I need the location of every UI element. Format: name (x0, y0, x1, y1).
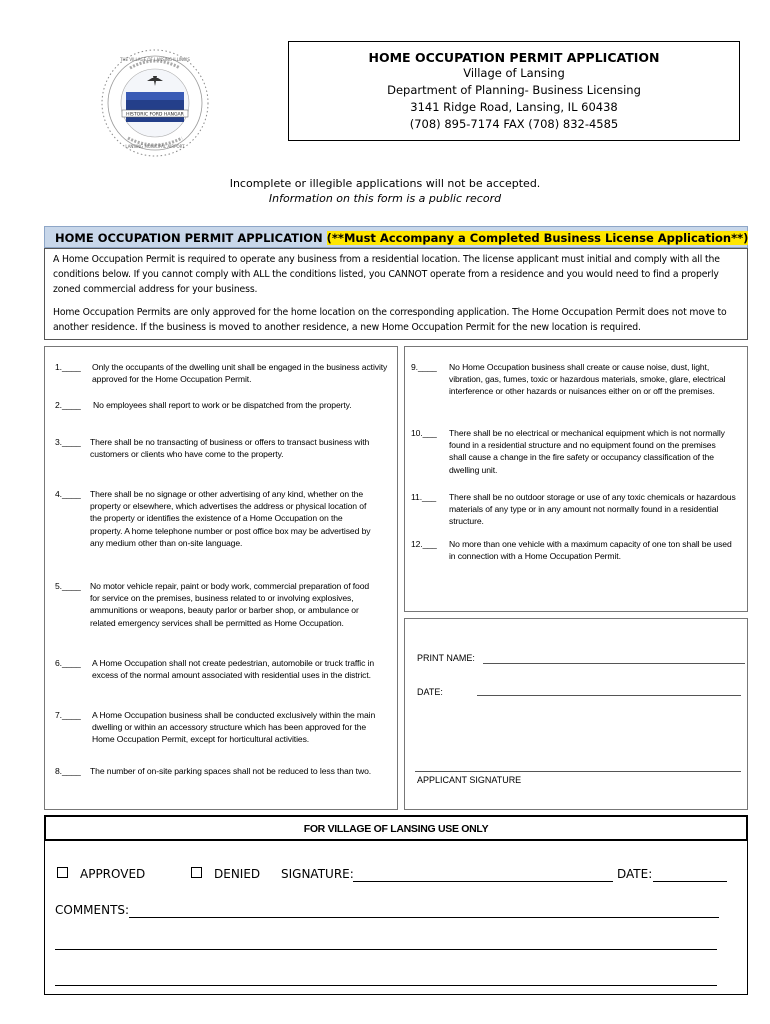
approved-option[interactable] (57, 867, 145, 881)
office-use-title: FOR VILLAGE OF LANSING USE ONLY (303, 823, 489, 835)
conditions-left-box (44, 346, 398, 810)
header-box (288, 41, 740, 141)
approved-label: APPROVED (80, 867, 146, 881)
condition-11-initial[interactable]: 11.___ (411, 492, 437, 502)
header-line-village: Village of Lansing (463, 66, 565, 80)
condition-6-initial[interactable]: 6.____ (55, 658, 81, 668)
condition-12-initial[interactable]: 12.___ (411, 539, 437, 549)
condition-10 (411, 427, 735, 476)
condition-5-initial[interactable]: 5.____ (55, 581, 81, 591)
section-title-bar (44, 226, 748, 248)
condition-7-text: A Home Occupation business shall be conducted exclusively within the main dwelling or within an accessory structure which has been approved for the Home Occupation Permit, except for horticultural activities. (92, 710, 376, 745)
condition-12 (411, 538, 735, 562)
intro-paragraph-1: A Home Occupation Permit is required to operate any business from a residential location. The license applicant must initial and comply with all the conditions below. If you cannot comply with ALL the conditions listed, you CANNOT operate from a residence and you would need to find a properly zoned commercial address for your business. (53, 254, 720, 295)
condition-1-initial[interactable]: 1.____ (55, 362, 81, 372)
condition-2-text: No employees shall report to work or be dispatched from the property. (93, 400, 352, 410)
condition-4-text: There shall be no signage or other advertising of any kind, whether on the property or elsewhere, which advertises the address or physical location of the property or identifies the existence of a Home Occupation on the property. A home telephone number or post office box may be advertised by any medium other than on-site language. (90, 489, 371, 548)
condition-5-text: No motor vehicle repair, paint or body work, commercial preparation of food for service on the premises, business related to or involving explosives, ammunitions or weapons, beauty parlor or barber shop, or ambulance or related emergency services shall be permitted as Home Occupation. (90, 581, 370, 628)
condition-8-text: The number of on-site parking spaces shall not be reduced to less than two. (90, 766, 372, 776)
comments-label: COMMENTS: (55, 903, 130, 917)
form-title: HOME OCCUPATION PERMIT APPLICATION (368, 50, 660, 65)
condition-4 (55, 488, 377, 549)
intro-box (44, 248, 748, 340)
condition-8 (55, 765, 381, 777)
condition-1 (55, 361, 391, 385)
denied-label: DENIED (214, 867, 261, 881)
condition-9-initial[interactable]: 9.____ (411, 362, 437, 372)
office-signature-field[interactable] (353, 881, 613, 882)
condition-1-text: Only the occupants of the dwelling unit shall be engaged in the business activity approved for the Home Occupation Permit. (92, 362, 388, 385)
condition-7-initial[interactable]: 7.____ (55, 710, 81, 720)
office-use-box (44, 841, 748, 995)
condition-7 (55, 709, 385, 746)
conditions-right-box (404, 346, 748, 612)
office-signature-label: SIGNATURE: (281, 867, 354, 881)
denied-checkbox[interactable] (191, 867, 202, 878)
header-line-address: 3141 Ridge Road, Lansing, IL 60438 (410, 100, 618, 114)
denied-option[interactable] (191, 867, 260, 881)
condition-5 (55, 580, 375, 629)
condition-10-initial[interactable]: 10.___ (411, 428, 437, 438)
applicant-signature-box (404, 618, 748, 810)
comments-line-1[interactable] (129, 917, 719, 918)
condition-10-text: There shall be no electrical or mechanical equipment which is not normally found in a residential structure and no equipment found on the premises shall cause a change in the fire safety or occupancy classification of the dwelling unit. (449, 428, 725, 475)
header-line-department: Department of Planning- Business Licensing (387, 83, 641, 97)
notice-public-record: Information on this form is a public record (268, 192, 502, 205)
office-use-bar (44, 815, 748, 841)
notice (0, 176, 770, 206)
section-title: HOME OCCUPATION PERMIT APPLICATION (55, 231, 327, 245)
date-label: DATE: (417, 687, 443, 697)
applicant-signature-label: APPLICANT SIGNATURE (417, 775, 522, 785)
office-date-label: DATE: (617, 867, 653, 881)
approved-checkbox[interactable] (57, 867, 68, 878)
condition-11 (411, 491, 739, 528)
condition-12-text: No more than one vehicle with a maximum capacity of one ton shall be used in connection with a Home Occupation Permit. (449, 539, 732, 562)
notice-incomplete: Incomplete or illegible applications will not be accepted. (229, 177, 541, 190)
office-date-field[interactable] (653, 881, 727, 882)
print-name-label: PRINT NAME: (417, 653, 475, 663)
print-name-field[interactable] (483, 663, 745, 664)
comments-line-3[interactable] (55, 985, 717, 986)
condition-2-initial[interactable]: 2.____ (55, 400, 81, 410)
condition-11-text: There shall be no outdoor storage or use of any toxic chemicals or hazardous materials of any type or in any amount not normally found in a residential structure. (449, 492, 736, 527)
condition-8-initial[interactable]: 8.____ (55, 766, 81, 776)
condition-2 (55, 399, 383, 411)
condition-4-initial[interactable]: 4.____ (55, 489, 81, 499)
intro-paragraph-2: Home Occupation Permits are only approved for the home location on the corresponding application. The Home Occupation Permit does not move to another residence. If the business is moved to another residence, a new Home Occupation Permit for the new location is required. (53, 307, 727, 333)
seal-banner-text: HISTORIC FORD HANGAR (126, 112, 184, 118)
condition-6 (55, 657, 379, 681)
header-line-phone: (708) 895-7174 FAX (708) 832-4585 (409, 117, 619, 131)
date-field[interactable] (477, 695, 741, 696)
seal-ring-text: THE VILLAGE OF LANSING ILLINOIS (120, 57, 190, 62)
village-seal-logo (100, 48, 210, 158)
condition-3 (55, 436, 375, 460)
condition-3-initial[interactable]: 3.____ (55, 437, 81, 447)
condition-6-text: A Home Occupation shall not create pedestrian, automobile or truck traffic in excess of the normal amount associated with residential uses in the district. (92, 658, 375, 681)
seal-bottom-text: LANSING MUNICIPAL AIRPORT (125, 144, 185, 149)
comments-line-2[interactable] (55, 949, 717, 950)
condition-9 (411, 361, 739, 398)
condition-3-text: There shall be no transacting of business or offers to transact business with customers or clients who have come to the property. (90, 437, 370, 460)
applicant-signature-field[interactable] (415, 771, 741, 772)
condition-9-text: No Home Occupation business shall create or cause noise, dust, light, vibration, gas, fumes, toxic or hazardous materials, smoke, glare, electrical interference or other hazards or nuisances either on or off the premises. (449, 362, 726, 397)
section-title-highlight: (**Must Accompany a Completed Business License Application**) (326, 231, 749, 245)
